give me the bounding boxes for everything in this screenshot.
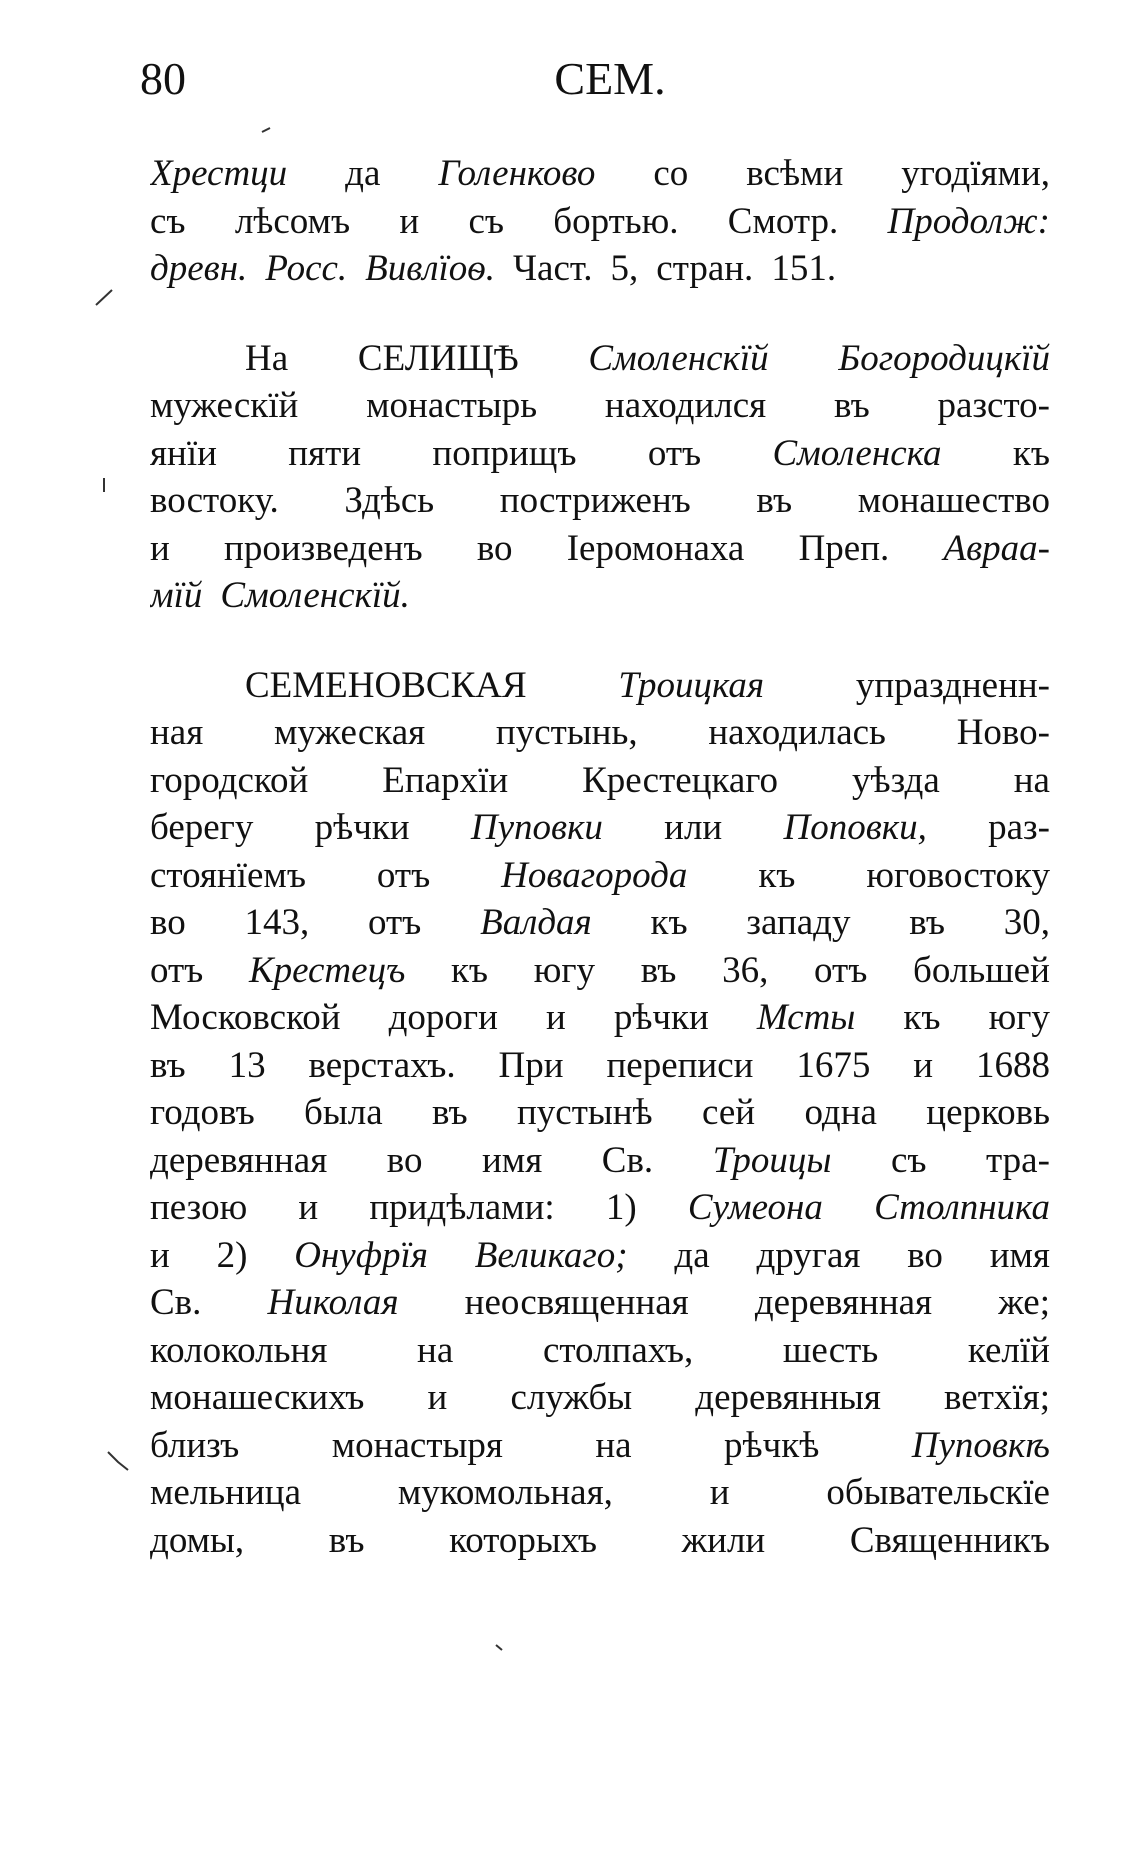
speck-mark	[108, 1452, 128, 1470]
word: мужеская	[274, 712, 426, 753]
word: деревянная	[754, 1282, 933, 1323]
word: СЕЛИЩѢ	[357, 337, 519, 379]
word: мельница	[150, 1472, 301, 1513]
word: Част.	[513, 248, 593, 289]
word: церковь	[926, 1092, 1050, 1133]
italic-word: Новагорода	[501, 854, 688, 896]
word: Ново-	[956, 712, 1050, 753]
word: въ	[328, 1519, 365, 1561]
word: стоянїемъ	[150, 854, 306, 896]
word: угодїями,	[901, 153, 1050, 194]
italic-word: Смоленскїй.	[220, 575, 410, 616]
word: во	[476, 527, 513, 569]
word: Епархїи	[382, 759, 509, 801]
word: мужескїй	[150, 385, 299, 426]
word: При	[498, 1044, 564, 1086]
text-line	[150, 994, 1050, 1042]
paragraph	[150, 150, 1050, 293]
text-line	[150, 150, 1050, 198]
word: 2)	[216, 1234, 248, 1276]
text-line	[150, 1042, 1050, 1090]
word: шесть	[782, 1329, 879, 1371]
text-line	[150, 1517, 1050, 1565]
word: со	[653, 153, 689, 194]
word: отъ	[814, 949, 868, 991]
word: 13	[228, 1044, 266, 1086]
word: рѣчки	[314, 807, 410, 848]
word: дороги	[388, 997, 498, 1038]
speck-mark	[96, 290, 112, 305]
word: домы,	[150, 1519, 245, 1561]
word: переписи	[606, 1044, 754, 1086]
word: да	[345, 153, 381, 194]
word: въ	[909, 902, 945, 943]
word: рѣчки	[613, 997, 709, 1038]
text-line	[150, 852, 1050, 900]
word: и	[913, 1044, 934, 1086]
word: стран.	[656, 248, 754, 289]
text-line	[150, 572, 1050, 620]
italic-word: Пуповкѣ	[911, 1424, 1050, 1466]
text-line	[150, 804, 1050, 852]
word: въ	[640, 949, 677, 991]
word: поприщъ	[432, 432, 577, 474]
word: да	[674, 1234, 710, 1276]
word: берегу	[150, 807, 254, 848]
italic-word: Мсты	[756, 997, 856, 1038]
word: 30,	[1003, 902, 1050, 943]
word: на	[595, 1424, 632, 1466]
word: съ	[890, 1139, 927, 1181]
word: ная	[150, 712, 204, 753]
word: 5,	[610, 248, 639, 289]
italic-word: Богородицкїй	[838, 337, 1050, 379]
italic-word: Николая	[267, 1282, 399, 1323]
word: Московской	[150, 997, 341, 1038]
text-line	[150, 1089, 1050, 1137]
word: Смотр.	[727, 200, 839, 242]
word: тра-	[986, 1139, 1050, 1181]
word: Св.	[150, 1282, 202, 1323]
word: службы	[510, 1377, 633, 1418]
word: которыхъ	[449, 1519, 597, 1561]
word: или	[664, 807, 723, 848]
word: неосвященная	[464, 1282, 689, 1323]
word: другая	[756, 1234, 861, 1276]
word: югу	[533, 949, 596, 991]
paragraph-gap	[150, 620, 1050, 662]
word: и	[298, 1187, 319, 1228]
word: монашество	[857, 480, 1050, 521]
word: упраздненн-	[855, 664, 1050, 706]
word: западу	[746, 902, 851, 943]
word: съ	[150, 200, 186, 242]
word: монастыря	[331, 1424, 503, 1466]
word: Здѣсь	[344, 480, 435, 521]
italic-word: Троицы	[712, 1139, 832, 1181]
word: рѣчкѣ	[724, 1424, 820, 1466]
word: въ	[431, 1092, 468, 1133]
word: и	[150, 527, 170, 569]
word: келїй	[967, 1329, 1050, 1371]
text-line	[150, 709, 1050, 757]
word: отъ	[647, 432, 702, 474]
text-line	[150, 1327, 1050, 1375]
paragraph	[150, 662, 1050, 1565]
word: Священникъ	[849, 1519, 1050, 1561]
word: на	[417, 1329, 454, 1371]
word: 1675	[796, 1044, 871, 1086]
word: уѣзда	[852, 759, 940, 801]
word: монашескихъ	[150, 1377, 365, 1418]
word: съ	[468, 200, 505, 242]
word: во	[907, 1234, 943, 1276]
text-line	[150, 1279, 1050, 1327]
text-line	[150, 382, 1050, 430]
speck-mark	[496, 1645, 502, 1650]
word: постриженъ	[499, 480, 691, 521]
word: и	[709, 1472, 730, 1513]
text-line	[150, 430, 1050, 478]
word: обывательскїе	[826, 1472, 1050, 1513]
italic-word: Смоленска	[772, 432, 942, 474]
text-line	[150, 662, 1050, 710]
word: СЕМЕНОВСКАЯ	[245, 664, 527, 706]
word: верстахъ.	[308, 1044, 456, 1086]
text-line	[150, 899, 1050, 947]
italic-word: Троицкая	[618, 664, 765, 706]
word: разсто-	[937, 385, 1050, 426]
text-line	[150, 1137, 1050, 1185]
word: На	[245, 337, 289, 379]
text-line	[150, 1232, 1050, 1280]
text-body	[150, 150, 1050, 1564]
word: мукомольная,	[397, 1472, 613, 1513]
word: во	[386, 1139, 423, 1181]
page-number: 80	[140, 53, 186, 104]
word: монастырь	[366, 385, 538, 426]
word: была	[304, 1092, 383, 1133]
word: раз-	[988, 807, 1050, 848]
italic-word: Голенково	[438, 153, 596, 194]
word: большей	[913, 949, 1050, 991]
word: 36,	[722, 949, 769, 991]
word: востоку.	[150, 480, 279, 521]
word: 151.	[771, 248, 837, 289]
word: въ	[834, 385, 870, 426]
word: придѣлами:	[369, 1187, 555, 1228]
text-line	[150, 335, 1050, 383]
word: Св.	[601, 1139, 654, 1181]
italic-word: Столпника	[874, 1187, 1050, 1228]
word: на	[1013, 759, 1050, 801]
word: къ	[650, 902, 688, 943]
word: лѣсомъ	[234, 200, 351, 242]
text-line	[150, 1469, 1050, 1517]
word: пяти	[288, 432, 362, 474]
word: Преп.	[798, 527, 890, 569]
text-line	[150, 245, 1050, 293]
italic-word: Онуфрїя	[294, 1234, 428, 1276]
word: 1)	[605, 1187, 637, 1228]
italic-word: Пуповки	[470, 807, 603, 848]
italic-word: Росс.	[265, 248, 348, 289]
text-line	[150, 947, 1050, 995]
word: югу	[988, 997, 1050, 1038]
word: столпахъ,	[542, 1329, 694, 1371]
italic-word: Продолж:	[887, 200, 1050, 242]
word: деревянная	[150, 1139, 328, 1181]
text-line	[150, 757, 1050, 805]
page-header	[140, 52, 1040, 112]
italic-word: Хрестци	[150, 153, 288, 194]
paragraph-gap	[150, 293, 1050, 335]
word: юговостоку	[866, 854, 1050, 896]
word: пезою	[150, 1187, 248, 1228]
text-line	[150, 1422, 1050, 1470]
italic-word: древн.	[150, 248, 248, 289]
word: Іеромонаха	[566, 527, 745, 569]
word: имя	[482, 1139, 543, 1181]
word: близъ	[150, 1424, 240, 1466]
word: годовъ	[150, 1092, 255, 1133]
word: къ	[903, 997, 941, 1038]
word: 1688	[975, 1044, 1050, 1086]
italic-word: Смоленскїй	[588, 337, 769, 379]
word: во	[150, 902, 186, 943]
word: имя	[989, 1234, 1050, 1276]
word: 143,	[244, 902, 310, 943]
word: городской	[150, 759, 309, 801]
speck-mark	[262, 128, 270, 132]
word: сей	[702, 1092, 756, 1133]
word: деревянныя	[695, 1377, 881, 1418]
italic-word: Валдая	[480, 902, 592, 943]
word: находилась	[708, 712, 886, 753]
word: отъ	[376, 854, 431, 896]
text-line	[150, 198, 1050, 246]
word: и	[150, 1234, 170, 1276]
word: же;	[998, 1282, 1050, 1323]
text-line	[150, 1184, 1050, 1232]
word: янїи	[150, 432, 217, 474]
italic-word: Вивлїоѳ.	[365, 248, 495, 289]
word: жили	[681, 1519, 766, 1561]
text-line	[150, 525, 1050, 573]
italic-word: Поповки,	[783, 807, 927, 848]
italic-word: Великаго;	[474, 1234, 628, 1276]
italic-word: Крестецъ	[249, 949, 406, 991]
word: и	[545, 997, 566, 1038]
word: къ	[758, 854, 796, 896]
word: одна	[804, 1092, 877, 1133]
word: бортью.	[553, 200, 679, 242]
word: отъ	[368, 902, 422, 943]
word: колокольня	[150, 1329, 328, 1371]
word: въ	[150, 1044, 186, 1086]
word: въ	[756, 480, 793, 521]
word: ветхїя;	[944, 1377, 1050, 1418]
word: и	[427, 1377, 448, 1418]
word: произведенъ	[224, 527, 423, 569]
word: къ	[450, 949, 489, 991]
word: и	[399, 200, 420, 242]
word: всѣми	[746, 153, 844, 194]
italic-word: мїй	[150, 575, 203, 616]
text-line	[150, 477, 1050, 525]
word: пустынь,	[495, 712, 638, 753]
italic-word: Авраа-	[943, 527, 1050, 569]
word: пустынѣ	[517, 1092, 653, 1133]
word: находился	[604, 385, 767, 426]
running-head: СЕМ.	[554, 53, 666, 104]
word: отъ	[150, 949, 204, 991]
italic-word: Сумеона	[687, 1187, 823, 1228]
word: къ	[1012, 432, 1050, 474]
paragraph	[150, 335, 1050, 620]
text-line	[150, 1374, 1050, 1422]
word: Крестецкаго	[582, 759, 779, 801]
